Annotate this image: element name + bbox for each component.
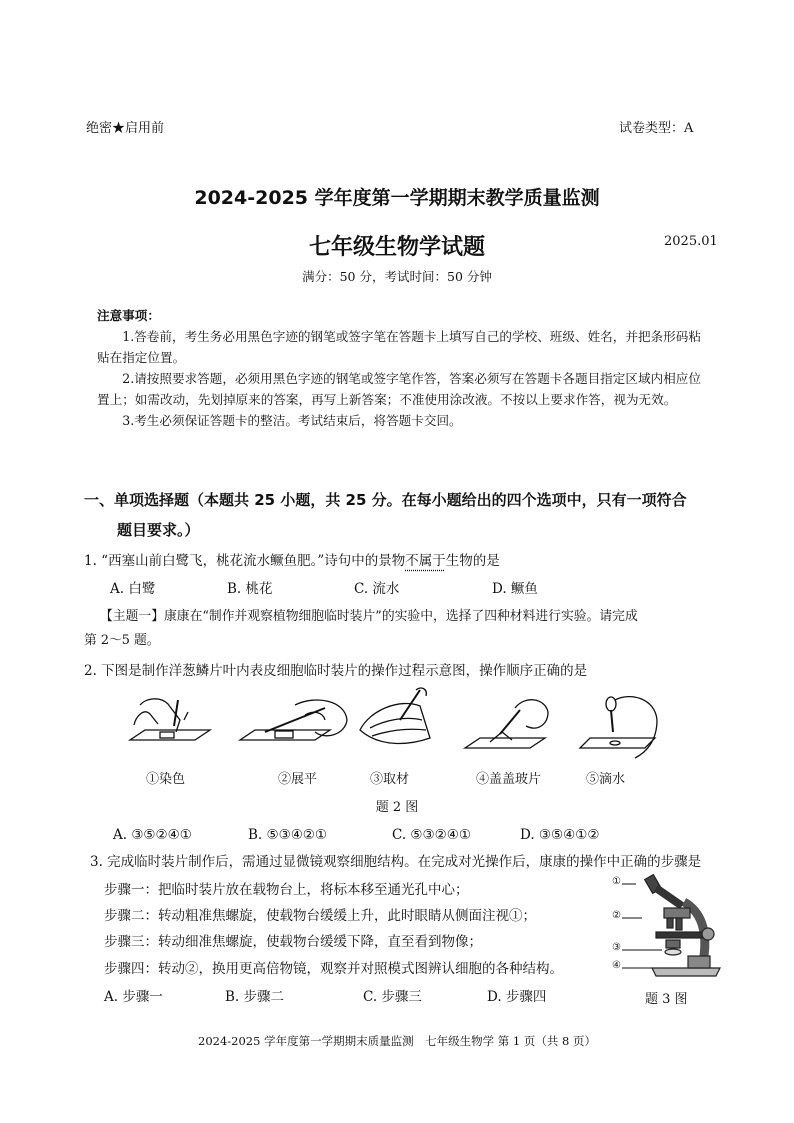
microscope-figure: [612, 872, 732, 984]
q3-option-b[interactable]: B. 步骤二: [225, 989, 285, 1005]
notice-item-2: 2.请按照要求答题，必须用黑色字迹的钢笔或签字笔作答，答案必须写在答题卡各题目指定区域内相应位置上；如需改动，先划掉原来的答案，再写上新答案；不准使用涂改液。不按以上要求作答，视为无效。: [97, 371, 701, 407]
q1-option-a[interactable]: A. 白鹭: [110, 581, 156, 597]
q3-caption: 题 3 图: [645, 992, 688, 1007]
notice-block: [97, 305, 712, 431]
microscope-label-4: ④: [612, 960, 621, 971]
microscope-label-3: ③: [612, 942, 621, 953]
q3-step-4: 步骤四：转动②，换用更高倍物镜，观察并对照模式图辨认细胞的各种结构。: [104, 961, 563, 977]
question-2-stem: 2. 下图是制作洋葱鳞片叶内表皮细胞临时装片的操作过程示意图，操作顺序正确的是: [84, 663, 588, 679]
q2-option-b[interactable]: B. ⑤③④②①: [248, 827, 328, 843]
q2-option-a[interactable]: A. ③⑤②④①: [113, 827, 192, 843]
confidential-label: 绝密★启用前: [86, 121, 165, 136]
section-heading: 一、单项选择题（本题共 25 小题，共 25 分。在每小题给出的四个选项中，只有一项符合: [84, 491, 687, 509]
page-footer: 2024-2025 学年度第一学期期末质量监测 七年级生物学 第 1 页（共 8 页）: [198, 1034, 596, 1048]
question-1-stem: [84, 550, 500, 572]
question-3-options: [104, 986, 546, 1008]
step-label-2: ②展平: [278, 772, 318, 787]
microscope-label-2: ②: [612, 910, 621, 921]
microscope-illustration: [612, 872, 732, 984]
notice-item-1: 1.答卷前，考生务必用黑色字迹的钢笔或签字笔在答题卡上填写自己的学校、班级、姓名，并把条形码粘贴在指定位置。: [97, 329, 701, 365]
subject-title: 七年级生物学试题: [308, 235, 485, 260]
q2-illustrations: [120, 690, 680, 762]
section-heading-cont: 题目要求。）: [117, 521, 200, 539]
paper-type-label: 试卷类型：A: [619, 121, 694, 136]
q1-stem-part-c: 生物的是: [445, 553, 500, 569]
q1-emphasis: 不属于: [405, 553, 446, 569]
flattening-illustration: [240, 700, 347, 740]
notice-heading: 注意事项：: [97, 308, 160, 323]
q3-option-c[interactable]: C. 步骤三: [363, 989, 422, 1005]
question-2-options: [113, 824, 599, 846]
dropping-water-illustration: [580, 697, 657, 758]
q3-step-1: 步骤一：把临时装片放在载物台上，将标本移至通光孔中心；: [104, 882, 469, 898]
q1-option-c[interactable]: C. 流水: [354, 581, 400, 597]
q3-step-2: 步骤二：转动粗准焦螺旋，使载物台缓缓上升，此时眼睛从侧面注视①；: [104, 908, 536, 924]
step-label-5: ⑤滴水: [586, 772, 626, 787]
cover-slip-illustration: [465, 700, 548, 748]
q3-option-d[interactable]: D. 步骤四: [487, 989, 547, 1005]
staining-illustration: [130, 699, 210, 740]
taking-material-illustration: [360, 688, 430, 743]
notice-item-3: 3.考生必须保证答题卡的整洁。考试结束后，将答题卡交回。: [122, 413, 462, 428]
q3-step-3: 步骤三：转动细准焦螺旋，使载物台缓缓下降，直至看到物像；: [104, 934, 482, 950]
score-time-info: 满分：50 分，考试时间：50 分钟: [302, 269, 492, 284]
q2-caption: 题 2 图: [375, 800, 419, 815]
theme-1-intro: 【主题一】康康在“制作并观察植物细胞临时装片”的实验中，选择了四种材料进行实验。请完成: [100, 609, 638, 624]
microscope-label-1: ①: [612, 876, 621, 887]
question-3-stem: 3. 完成临时装片制作后，需通过显微镜观察细胞结构。在完成对光操作后，康康的操作中正确的步骤是: [90, 854, 702, 870]
q1-option-b[interactable]: B. 桃花: [227, 581, 273, 597]
q2-option-d[interactable]: D. ③⑤④①②: [520, 827, 600, 843]
q3-option-a[interactable]: A. 步骤一: [104, 989, 163, 1005]
step-label-4: ④盖盖玻片: [476, 772, 542, 787]
question-1-options: [110, 578, 538, 600]
q2-figure: [120, 690, 680, 762]
theme-1-intro-cont: 第 2～5 题。: [84, 633, 160, 648]
q2-option-c[interactable]: C. ⑤③②④①: [392, 827, 471, 843]
exam-date: 2025.01: [664, 234, 718, 249]
q1-stem-part-a: 1. “西塞山前白鹭飞，桃花流水鳜鱼肥。”诗句中的景物: [84, 553, 406, 569]
step-label-1: ①染色: [146, 772, 186, 787]
q1-option-d[interactable]: D. 鳜鱼: [492, 581, 538, 597]
step-label-3: ③取材: [370, 772, 410, 787]
exam-title: 2024-2025 学年度第一学期期末教学质量监测: [194, 187, 600, 209]
